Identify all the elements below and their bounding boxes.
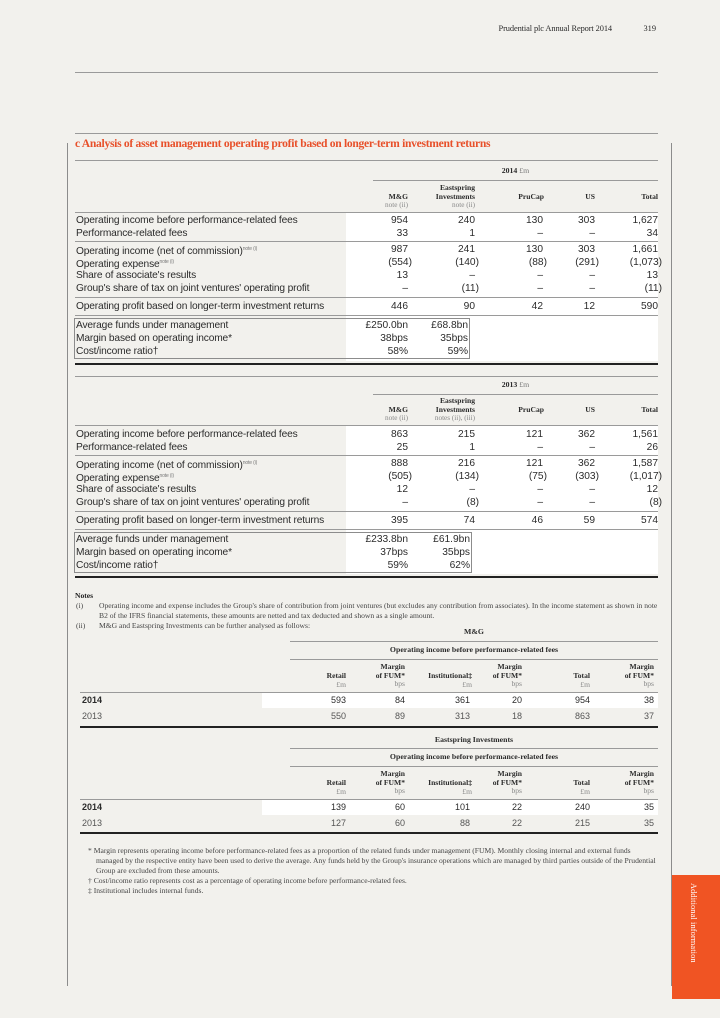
cell-prucap: – bbox=[537, 228, 543, 239]
cell-prucap: (75) bbox=[528, 471, 547, 482]
col-header-total bbox=[615, 192, 658, 201]
kpi-row bbox=[75, 559, 658, 572]
subcol-label: Total bbox=[573, 671, 590, 680]
cell-mg: 33 bbox=[396, 228, 408, 239]
subcol-unit: £m bbox=[462, 679, 472, 689]
col-label: Eastspring bbox=[439, 183, 475, 192]
frame-border-right bbox=[671, 143, 672, 986]
kpi-eastspring: 35bps bbox=[440, 333, 468, 344]
kpi-label: Margin based on operating income* bbox=[76, 547, 232, 558]
subcol-label-2: of FUM* bbox=[624, 670, 654, 680]
kpi-mg: £233.8bn bbox=[365, 534, 408, 545]
footnote-institutional: ‡ Institutional includes internal funds. bbox=[88, 886, 204, 895]
cell-eastspring: (140) bbox=[455, 257, 479, 268]
col-label: M&G bbox=[388, 405, 408, 414]
table-row bbox=[75, 457, 658, 470]
year-heading-2013 bbox=[373, 380, 658, 389]
cell-eastspring: 1 bbox=[469, 442, 475, 453]
subcol-unit: bps bbox=[511, 679, 522, 688]
kpi-row bbox=[75, 332, 658, 345]
row-rule bbox=[75, 241, 658, 242]
cell-prucap: (88) bbox=[528, 257, 547, 268]
subtable-end-rule bbox=[80, 832, 658, 834]
table-row bbox=[75, 428, 658, 441]
cell-mg: (554) bbox=[388, 257, 412, 268]
note-ref: note (i) bbox=[159, 473, 174, 479]
cell-total: 12 bbox=[646, 484, 658, 495]
cell-institutional-margin: 22 bbox=[511, 818, 522, 828]
cell-mg: 13 bbox=[396, 270, 408, 281]
header-divider bbox=[75, 72, 658, 73]
subcol-label: Retail bbox=[326, 778, 346, 787]
cell-total: 1,661 bbox=[632, 244, 658, 255]
group-rule bbox=[290, 766, 658, 767]
col-label: PruCap bbox=[518, 192, 544, 201]
cell-eastspring: 240 bbox=[458, 215, 475, 226]
cell-eastspring: 74 bbox=[463, 515, 475, 526]
row-label: Group's share of tax on joint ventures' operating profit bbox=[76, 283, 310, 294]
subtable-row-2013 bbox=[80, 709, 658, 724]
row-label-text: Operating expense bbox=[76, 473, 160, 484]
subcol-institutional-margin bbox=[480, 770, 522, 796]
year-label: 2013 bbox=[501, 380, 518, 389]
subcol-unit: £m bbox=[336, 679, 346, 689]
row-label: Performance-related fees bbox=[76, 442, 188, 453]
subcol-retail-margin bbox=[360, 770, 405, 796]
col-label-2: Investments bbox=[435, 192, 475, 201]
kpi-label: Average funds under management bbox=[76, 534, 229, 545]
col-header-eastspring bbox=[400, 396, 475, 423]
table-row bbox=[75, 243, 658, 256]
cell-retail: 550 bbox=[330, 711, 346, 721]
kpi-eastspring: £68.8bn bbox=[431, 320, 468, 331]
row-rule bbox=[75, 455, 658, 456]
subcol-unit: £m bbox=[580, 679, 590, 689]
cell-prucap: 121 bbox=[526, 458, 543, 469]
subtable-entity: M&G bbox=[464, 627, 484, 636]
cell-total: 215 bbox=[574, 818, 590, 828]
row-year: 2013 bbox=[82, 818, 103, 828]
cell-total-margin: 35 bbox=[643, 802, 654, 812]
entity-rule bbox=[290, 748, 658, 749]
kpi-eastspring: 35bps bbox=[442, 547, 470, 558]
cell-retail: 127 bbox=[330, 818, 346, 828]
subtable-entity: Eastspring Investments bbox=[434, 735, 514, 744]
cell-retail-margin: 89 bbox=[394, 711, 405, 721]
running-header bbox=[0, 24, 720, 38]
row-year: 2014 bbox=[82, 802, 103, 812]
cell-total: 240 bbox=[574, 802, 590, 812]
cell-eastspring: (134) bbox=[455, 471, 479, 482]
section-tab-label: Additional information bbox=[689, 883, 698, 963]
cell-us: 362 bbox=[578, 458, 595, 469]
subcol-label: Margin bbox=[497, 769, 522, 778]
row-label: Performance-related fees bbox=[76, 228, 188, 239]
note-ref: note (i) bbox=[242, 460, 258, 466]
row-rule bbox=[75, 511, 658, 512]
col-header-prucap bbox=[495, 405, 544, 414]
cell-total: 1,627 bbox=[632, 215, 658, 226]
col-label: M&G bbox=[388, 192, 408, 201]
subcol-unit: £m bbox=[336, 786, 346, 796]
kpi-row bbox=[75, 345, 658, 358]
unit-label: £m bbox=[519, 380, 530, 389]
section-top-rule bbox=[75, 133, 658, 134]
year-rule bbox=[373, 394, 658, 395]
row-rule bbox=[75, 297, 658, 298]
cell-mg: (505) bbox=[388, 471, 412, 482]
row-year: 2014 bbox=[82, 695, 103, 705]
cell-us: – bbox=[589, 228, 595, 239]
section-title: c Analysis of asset management operating profit based on longer-term investment returns bbox=[75, 137, 491, 150]
section-tab-additional-information[interactable] bbox=[672, 875, 720, 999]
cell-us: 362 bbox=[578, 429, 595, 440]
subcol-label-2: of FUM* bbox=[492, 777, 522, 787]
row-label-text: Operating income (net of commission) bbox=[76, 246, 243, 257]
cell-us: 303 bbox=[578, 244, 595, 255]
row-rule bbox=[75, 315, 658, 316]
table-2013 bbox=[75, 375, 662, 575]
report-title: Prudential plc Annual Report 2014 bbox=[498, 24, 612, 33]
col-label: US bbox=[585, 192, 595, 201]
row-label: Operating profit based on longer-term investment returns bbox=[76, 515, 325, 526]
cell-prucap: 130 bbox=[526, 244, 543, 255]
row-rule bbox=[75, 529, 658, 530]
subcol-unit: bps bbox=[643, 679, 654, 688]
col-note: note (ii) bbox=[385, 201, 408, 209]
notes bbox=[75, 591, 658, 631]
note-text: M&G and Eastspring Investments can be further analysed as follows: bbox=[99, 621, 311, 630]
cell-us: – bbox=[589, 283, 595, 294]
cell-prucap: 46 bbox=[531, 515, 543, 526]
row-label: Operating income before performance-related fees bbox=[76, 429, 298, 440]
table-row bbox=[75, 441, 658, 454]
subcol-label: Margin bbox=[380, 769, 405, 778]
subcol-label: Total bbox=[573, 778, 590, 787]
kpi-eastspring: £61.9bn bbox=[433, 534, 470, 545]
col-note: note (ii) bbox=[385, 414, 408, 422]
cell-mg: – bbox=[402, 497, 408, 508]
subtable-eastspring bbox=[80, 735, 658, 835]
kpi-row bbox=[75, 319, 658, 332]
cell-total: 13 bbox=[646, 270, 658, 281]
cell-eastspring: – bbox=[469, 484, 475, 495]
col-header-us bbox=[565, 192, 595, 201]
col-header-eastspring bbox=[410, 183, 475, 210]
kpi-eastspring: 62% bbox=[449, 560, 470, 571]
subcol-retail bbox=[300, 779, 346, 796]
subcol-total bbox=[550, 779, 590, 796]
cell-mg: 395 bbox=[391, 515, 408, 526]
cell-total-margin: 38 bbox=[643, 695, 654, 705]
subtable-mg bbox=[80, 627, 658, 727]
cell-retail-margin: 60 bbox=[394, 818, 405, 828]
subcol-total-margin bbox=[610, 663, 654, 689]
row-label: Share of associate's results bbox=[76, 484, 197, 495]
cell-us: – bbox=[589, 484, 595, 495]
cell-total: 863 bbox=[574, 711, 590, 721]
cell-us: – bbox=[589, 442, 595, 453]
cell-institutional: 313 bbox=[454, 711, 470, 721]
note-number: (i) bbox=[76, 601, 84, 610]
note-item bbox=[75, 601, 658, 621]
col-label: Total bbox=[641, 192, 658, 201]
cell-total: 574 bbox=[641, 515, 658, 526]
kpi-label: Margin based on operating income* bbox=[76, 333, 232, 344]
cell-us: 303 bbox=[578, 215, 595, 226]
cell-total: 590 bbox=[641, 301, 658, 312]
subcol-unit: £m bbox=[462, 786, 472, 796]
cell-total: (11) bbox=[644, 283, 662, 294]
kpi-mg: 59% bbox=[387, 560, 408, 571]
note-text: Operating income and expense includes the Group's share of contribution from joint ventures (but excludes any contribution from associates). In the income statement as shown in note B2 of the IFRS financial statements, these amounts are netted and tax deducted and shown as a single amount. bbox=[99, 601, 658, 620]
subcol-total bbox=[550, 672, 590, 689]
cell-prucap: – bbox=[537, 283, 543, 294]
col-header-prucap bbox=[495, 192, 544, 201]
note-ref: note (i) bbox=[159, 259, 174, 265]
footnote-cost-income: † Cost/income ratio represents cost as a percentage of operating income before performance-related fees. bbox=[88, 876, 407, 885]
cell-retail: 593 bbox=[330, 695, 346, 705]
table-row bbox=[75, 269, 658, 282]
col-header-us bbox=[565, 405, 595, 414]
cell-us: (303) bbox=[575, 471, 599, 482]
subcol-retail-margin bbox=[360, 663, 405, 689]
footnotes bbox=[88, 846, 658, 896]
cell-institutional-margin: 20 bbox=[511, 695, 522, 705]
subcol-label-2: of FUM* bbox=[624, 777, 654, 787]
cell-eastspring: 90 bbox=[463, 301, 475, 312]
cell-prucap: – bbox=[537, 497, 543, 508]
cell-mg: 25 bbox=[396, 442, 408, 453]
subcol-institutional bbox=[410, 672, 472, 689]
page-number: 319 bbox=[643, 24, 656, 33]
cell-prucap: – bbox=[537, 442, 543, 453]
kpi-row bbox=[75, 533, 658, 546]
group-rule bbox=[290, 659, 658, 660]
subcol-total-margin bbox=[610, 770, 654, 796]
cell-total: 34 bbox=[646, 228, 658, 239]
cell-eastspring: (8) bbox=[466, 497, 479, 508]
kpi-label: Cost/income ratio† bbox=[76, 346, 159, 357]
subcol-unit: bps bbox=[511, 786, 522, 795]
col-header-total bbox=[615, 405, 658, 414]
year-rule bbox=[373, 180, 658, 181]
cell-mg: 954 bbox=[391, 215, 408, 226]
cell-eastspring: – bbox=[469, 270, 475, 281]
table-row bbox=[75, 256, 662, 270]
table-row bbox=[75, 496, 662, 509]
cell-prucap: 130 bbox=[526, 215, 543, 226]
cell-us: – bbox=[589, 270, 595, 281]
subcol-label: Margin bbox=[380, 662, 405, 671]
cell-eastspring: (11) bbox=[461, 283, 479, 294]
row-label: Group's share of tax on joint ventures' operating profit bbox=[76, 497, 310, 508]
subtable-end-rule bbox=[80, 726, 658, 728]
row-label-text: Operating income (net of commission) bbox=[76, 460, 243, 471]
table-2014 bbox=[75, 160, 662, 360]
row-year: 2013 bbox=[82, 711, 103, 721]
cell-total: 954 bbox=[574, 695, 590, 705]
cell-mg: 987 bbox=[391, 244, 408, 255]
subcol-retail bbox=[300, 672, 346, 689]
kpi-eastspring: 59% bbox=[447, 346, 468, 357]
note-number: (ii) bbox=[76, 621, 86, 630]
table-row-total bbox=[75, 300, 658, 313]
cell-institutional: 88 bbox=[459, 818, 470, 828]
subcol-label-2: of FUM* bbox=[492, 670, 522, 680]
subcol-label: Institutional‡ bbox=[428, 778, 472, 787]
entity-rule bbox=[290, 641, 658, 642]
table-row bbox=[75, 282, 662, 295]
col-label: PruCap bbox=[518, 405, 544, 414]
cell-total-margin: 37 bbox=[643, 711, 654, 721]
table-end-rule bbox=[75, 576, 658, 578]
cell-institutional-margin: 18 bbox=[511, 711, 522, 721]
cell-total-margin: 35 bbox=[643, 818, 654, 828]
col-label-2: Investments bbox=[435, 405, 475, 414]
subtable-row-2014 bbox=[80, 693, 658, 708]
cell-retail-margin: 60 bbox=[394, 802, 405, 812]
row-label-text: Operating expense bbox=[76, 259, 160, 270]
cell-total: (1,017) bbox=[629, 471, 662, 482]
cell-total: 1,587 bbox=[632, 458, 658, 469]
cell-mg: 888 bbox=[391, 458, 408, 469]
cell-total: (8) bbox=[649, 497, 662, 508]
cell-institutional: 361 bbox=[454, 695, 470, 705]
subcol-label: Margin bbox=[629, 662, 654, 671]
col-note: note (ii) bbox=[452, 201, 475, 209]
kpi-row bbox=[75, 546, 658, 559]
cell-prucap: – bbox=[537, 270, 543, 281]
cell-us: 59 bbox=[583, 515, 595, 526]
row-label: Operating profit based on longer-term investment returns bbox=[76, 301, 325, 312]
year-heading-2014 bbox=[373, 166, 658, 175]
subcol-unit: bps bbox=[643, 786, 654, 795]
col-label: Eastspring bbox=[439, 396, 475, 405]
cell-us: 12 bbox=[583, 301, 595, 312]
row-label: Share of associate's results bbox=[76, 270, 197, 281]
cell-us: (291) bbox=[575, 257, 599, 268]
cell-mg: 446 bbox=[391, 301, 408, 312]
cell-prucap: – bbox=[537, 484, 543, 495]
table-row bbox=[75, 483, 658, 496]
cell-institutional: 101 bbox=[454, 802, 470, 812]
subtable-group-header: Operating income before performance-related fees bbox=[389, 645, 559, 654]
subtable-row-2014 bbox=[80, 800, 658, 815]
kpi-label: Average funds under management bbox=[76, 320, 229, 331]
cell-eastspring: 215 bbox=[458, 429, 475, 440]
frame-border-left bbox=[67, 143, 68, 986]
cell-retail-margin: 84 bbox=[394, 695, 405, 705]
cell-total: 26 bbox=[646, 442, 658, 453]
table-row bbox=[75, 470, 662, 484]
year-label: 2014 bbox=[501, 166, 518, 175]
kpi-mg: 58% bbox=[387, 346, 408, 357]
col-label: Total bbox=[641, 405, 658, 414]
cell-retail: 139 bbox=[330, 802, 346, 812]
unit-label: £m bbox=[519, 166, 530, 175]
cell-total: (1,073) bbox=[629, 257, 662, 268]
cell-mg: – bbox=[402, 283, 408, 294]
subcol-institutional bbox=[410, 779, 472, 796]
kpi-label: Cost/income ratio† bbox=[76, 560, 159, 571]
cell-us: – bbox=[589, 497, 595, 508]
subcol-label-2: of FUM* bbox=[375, 670, 405, 680]
table-row-total bbox=[75, 514, 658, 527]
cell-institutional-margin: 22 bbox=[511, 802, 522, 812]
subcol-label: Retail bbox=[326, 671, 346, 680]
cell-mg: 863 bbox=[391, 429, 408, 440]
footnote-margin: * Margin represents operating income before performance-related fees as a proportion of the related funds under management (FUM). Monthly closing internal and external funds managed by the respective entity have been used to derive the average. Any funds held by the Group's insurance operations which are managed by third parties outside of the Prudential Group are excluded from these amounts. bbox=[88, 846, 656, 875]
subcol-unit: bps bbox=[394, 679, 405, 688]
col-label: US bbox=[585, 405, 595, 414]
col-header-mg bbox=[365, 192, 408, 210]
note-ref: note (i) bbox=[242, 246, 258, 252]
cell-total: 1,561 bbox=[632, 429, 658, 440]
subtable-row-2013 bbox=[80, 816, 658, 831]
subcol-label: Margin bbox=[629, 769, 654, 778]
kpi-mg: 38bps bbox=[380, 333, 408, 344]
subcol-institutional-margin bbox=[480, 663, 522, 689]
cell-prucap: 121 bbox=[526, 429, 543, 440]
subcol-unit: bps bbox=[394, 786, 405, 795]
notes-heading: Notes bbox=[75, 591, 94, 600]
kpi-mg: 37bps bbox=[380, 547, 408, 558]
subcol-label: Margin bbox=[497, 662, 522, 671]
subcol-label-2: of FUM* bbox=[375, 777, 405, 787]
cell-prucap: 42 bbox=[531, 301, 543, 312]
subcol-unit: £m bbox=[580, 786, 590, 796]
row-label: Operating income before performance-related fees bbox=[76, 215, 298, 226]
col-note: notes (ii), (iii) bbox=[434, 414, 475, 422]
subtable-group-header: Operating income before performance-related fees bbox=[389, 752, 559, 761]
cell-mg: 12 bbox=[396, 484, 408, 495]
table-end-rule bbox=[75, 363, 658, 365]
subcol-label: Institutional‡ bbox=[428, 671, 472, 680]
table-row bbox=[75, 214, 658, 227]
cell-eastspring: 241 bbox=[458, 244, 475, 255]
cell-eastspring: 1 bbox=[469, 228, 475, 239]
table-row bbox=[75, 227, 658, 240]
cell-eastspring: 216 bbox=[458, 458, 475, 469]
kpi-mg: £250.0bn bbox=[365, 320, 408, 331]
